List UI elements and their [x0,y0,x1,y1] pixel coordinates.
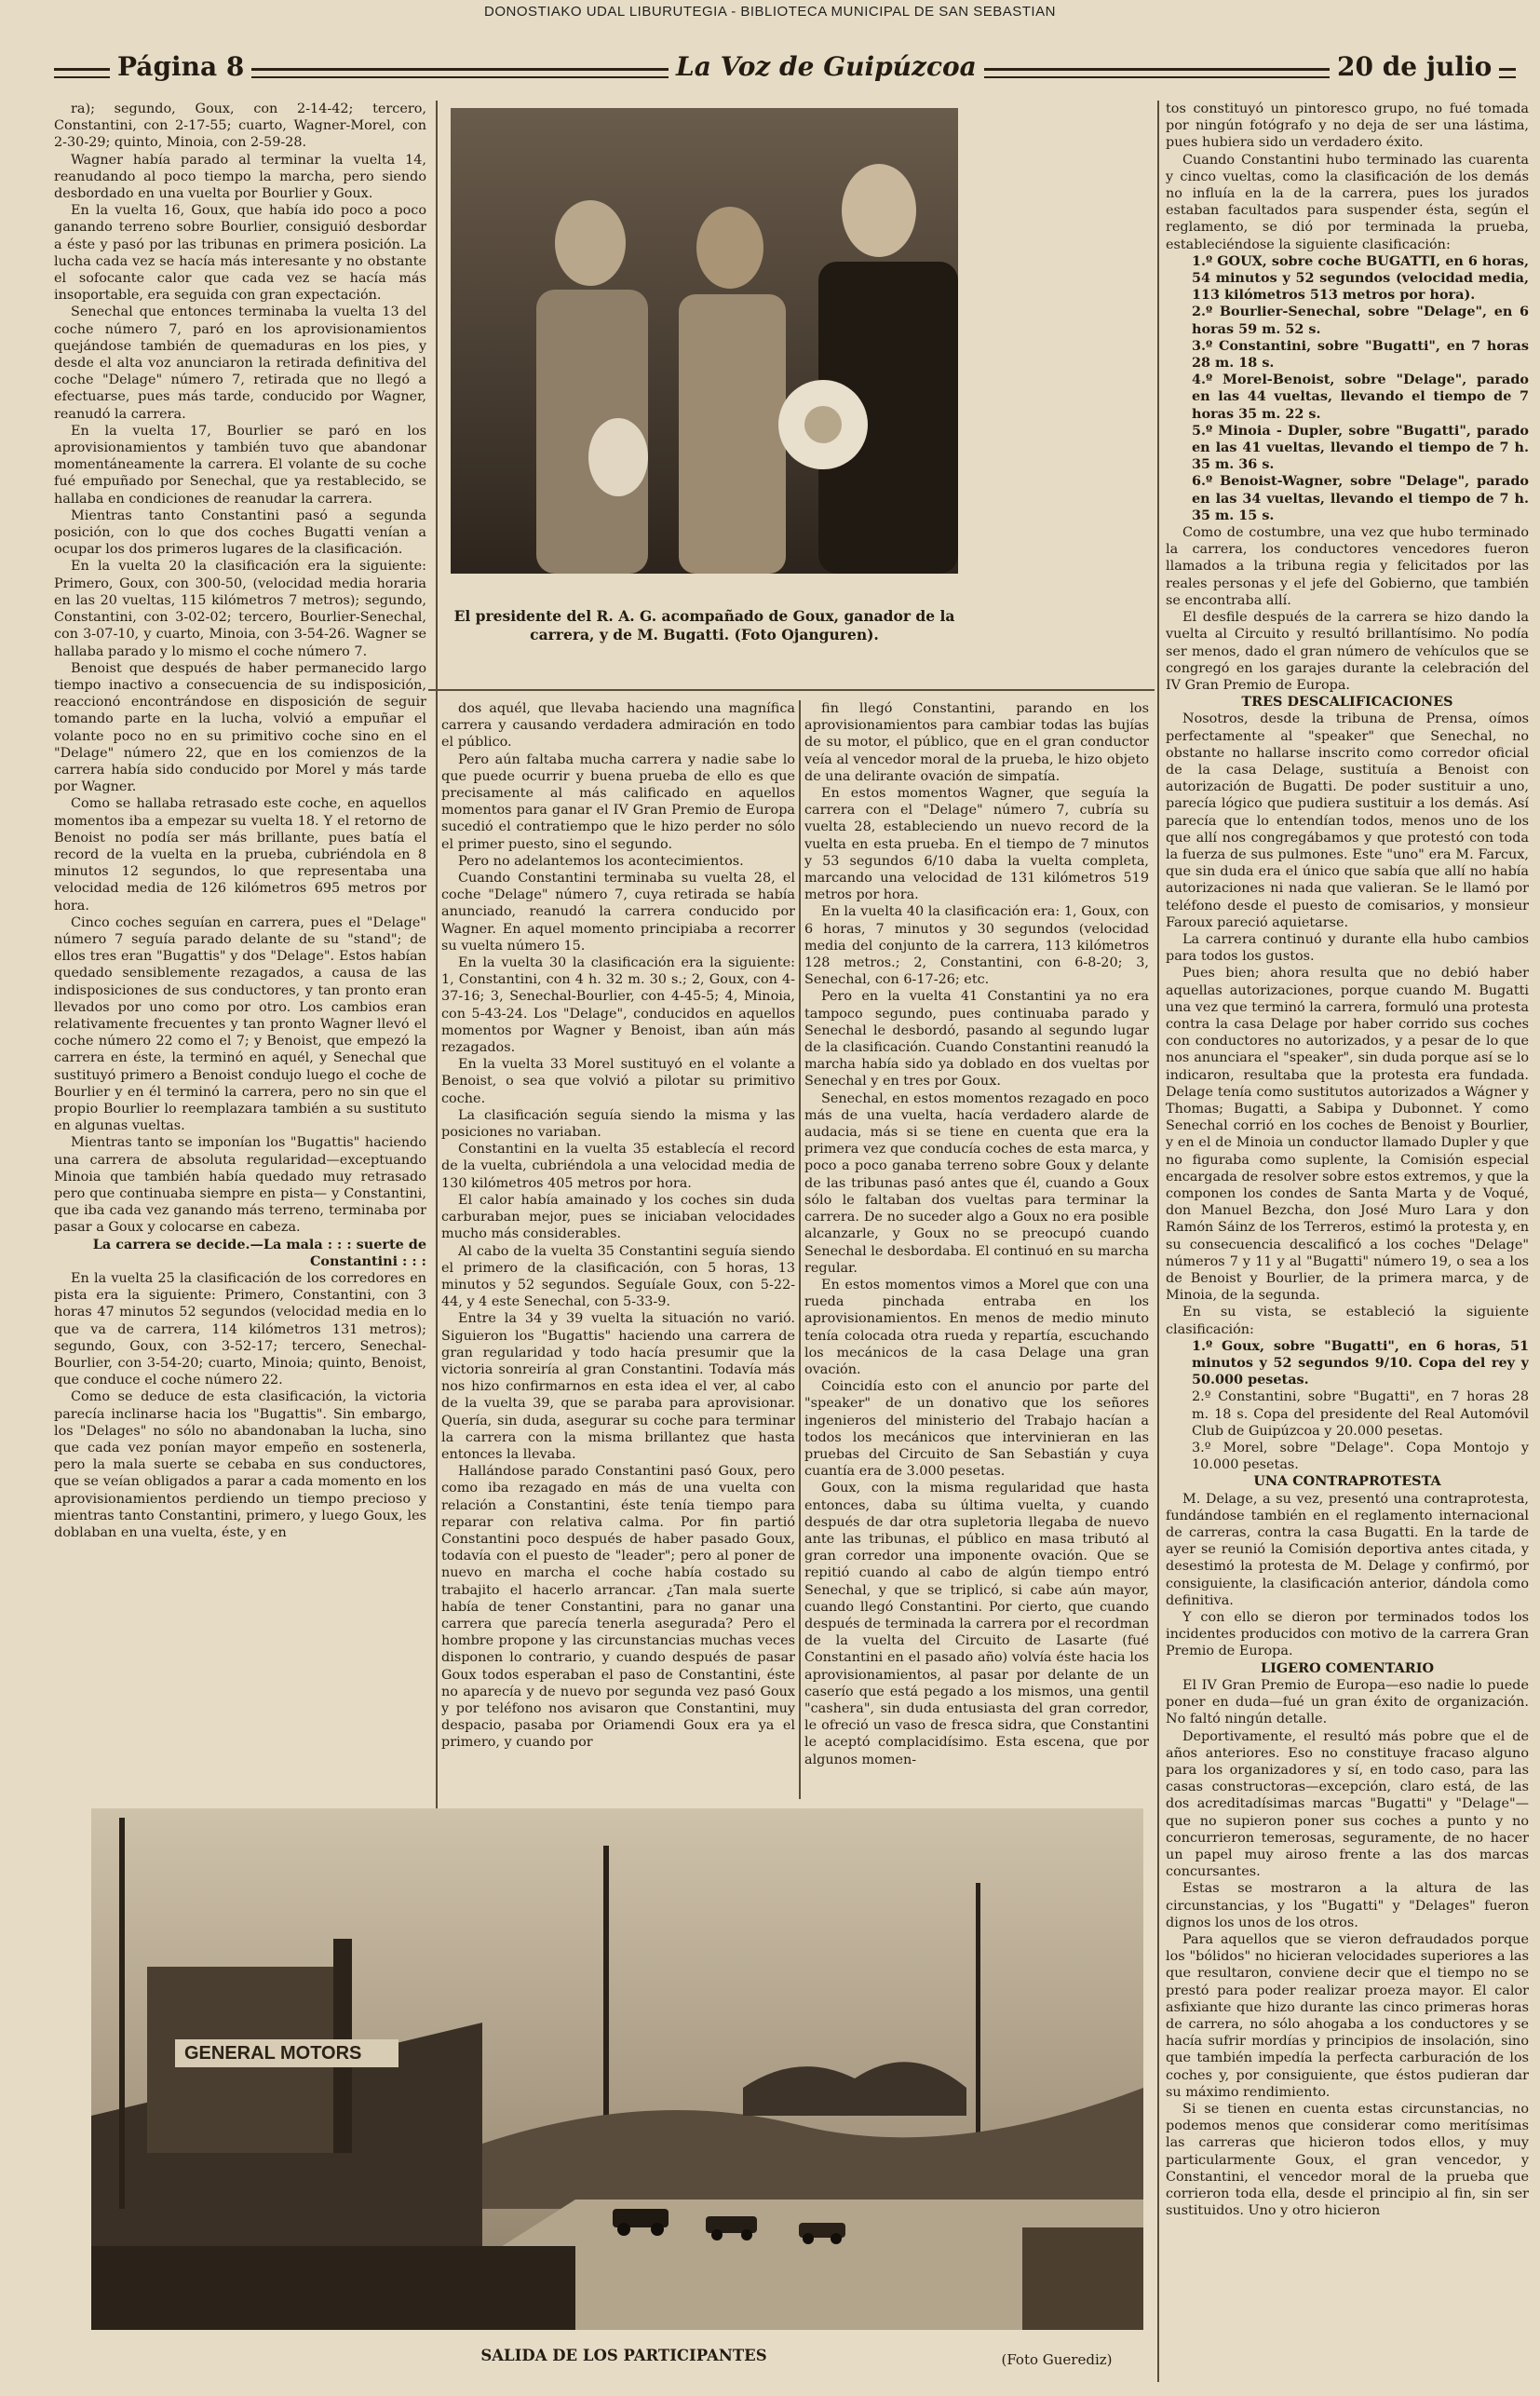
paragraph: El calor había amainado y los coches sin duda carburaban mejor, pues se iniciaban velocidades mucho más considerables. [441,1192,795,1242]
paragraph: Si se tienen en cuenta estas circunstancias, no podemos menos que considerar como meritísimas las carreras que hicieron todos ellos, y muy particularmente Goux, el gran vencedor, y Constantini, el vencedor moral de la prueba que corrieron toda ella, desde el principio al fin, sin ser sustituidos. Uno y otro hicieron [1166,2101,1529,2219]
paragraph: En la vuelta 25 la clasificación de los corredores en pista era la siguiente: Primero, Constantini, con 3 horas 47 minutos 52 segundos (velocidad media en lo que va de carrera, 114 kilómetros 131 metros); segundo, Goux, con 3-52-17; tercero, Senechal-Bourlier, con 3-54-20; cuarto, Minoia; quinto, Benoist, que conduce el coche número 22. [54,1271,426,1388]
paragraph: ra); segundo, Goux, con 2-14-42; tercero, Constantini, con 2-17-55; cuarto, Wagner-Morel, con 2-30-29; quinto, Minoia, con 2-59-28. [54,102,426,151]
photo-caption-2-title: SALIDA DE LOS PARTICIPANTES [480,2347,767,2364]
photo-caption-1: El presidente del R. A. G. acompañado de Goux, ganador de la carrera, y de M. Bugatti. (Foto Ojanguren). [453,607,955,643]
paragraph: tos constituyó un pintoresco grupo, no fué tomada por ningún fotógrafo y no deja de ser una lástima, pues hubiera sido un verdadero éxito. [1166,102,1529,151]
paragraph: La carrera continuó y durante ella hubo cambios para todos los gustos. [1166,931,1529,965]
photo-president-goux-bugatti [451,108,958,574]
race-start-photo-illustration [91,1808,1143,2330]
grandstand-sign: GENERAL MOTORS [184,2043,362,2064]
paragraph: En la vuelta 33 Morel sustituyó en el volante a Benoist, o sea que volvió a pilotar su primitivo coche. [441,1057,795,1106]
paragraph: Estas se mostraron a la altura de las circunstancias, y los "Bugatti" y "Delages" fueron dignos los unos de los otros. [1166,1881,1529,1930]
column-divider [799,700,801,1799]
paragraph: Coincidía esto con el anuncio por parte del "speaker" de un donativo que los señores ingenieros del ministerio del Trabajo hacían a todos los mecánicos que intervinieran en las pruebas del Circuito de San Sebastián y cuya cuantía era de 3.000 pesetas. [804,1379,1149,1480]
paragraph: fin llegó Constantini, parando en los aprovisionamientos para cambiar todas las bujías de su motor, el público, que en el gran conductor veía al vencedor moral de la prueba, le hizo objeto de una delirante ovación de simpatía. [804,701,1149,784]
paragraph: 1.º GOUX, sobre coche BUGATTI, en 6 horas, 54 minutos y 52 segundos (velocidad media, 113 kilómetros 513 metros por hora). [1192,252,1529,304]
paragraph: M. Delage, a su vez, presentó una contraprotesta, fundándose también en el reglamento internacional de carreras, contra la casa Bugatti. En la tarde de ayer se reunió la Comisión deportiva antes citada, y desestimó la protesta de M. Delage y confirmó, por consiguiente, la clasificación anterior, dándola como definitiva. [1166,1491,1529,1608]
paragraph: El IV Gran Premio de Europa—eso nadie lo puede poner en duda—fué un gran éxito de organización. No faltó ningún detalle. [1166,1677,1529,1727]
paragraph: 2.º Constantini, sobre "Bugatti", en 7 horas 28 m. 18 s. Copa del presidente del Real Automóvil Club de Guipúzcoa y 20.000 pesetas. [1192,1389,1529,1439]
paragraph: En la vuelta 17, Bourlier se paró en los aprovisionamientos y también tuvo que abandonar momentáneamente la carrera. El volante de su coche fué empuñado por Senechal, que ya restablecido, se hallaba en condiciones de reanudar la carrera. [54,423,426,507]
column-divider [1157,101,1159,2382]
paragraph: Cinco coches seguían en carrera, pues el "Delage" número 7 seguía parado delante de su "stand"; de ellos tres eran "Bugattis" y dos "Delage". Estos habían quedado sensiblemente rezagados, a causa de las indisposiciones de sus conductores, y tan pronto eran llevados por uno como por otro. Los cambios eran relativamente frecuentes y tan pronto Wagner llevó el coche número 22 como el 7; y Benoist, que empezó la carrera en éste, la terminó en aquél, y Senechal que sustituyó primero a Benoist condujo luego el coche de Bourlier y en él terminó la carrera, pero no sin que el propio Bourlier lo reemplazara también a su sustituto en algunas vueltas. [54,914,426,1134]
paragraph: 4.º Morel-Benoist, sobre "Delage", parado en las 44 vueltas, llevando el tiempo de 7 horas 35 m. 22 s. [1192,372,1529,422]
paragraph: Al cabo de la vuelta 35 Constantini seguía siendo el primero de la clasificación, con 5 horas, 13 minutos y 52 segundos. Seguíale Goux, con 5-22-44, y 4 este Senechal, con 5-33-9. [441,1243,795,1310]
paragraph: Pero aún faltaba mucha carrera y nadie sabe lo que puede ocurrir y buena prueba de ello es que precisamente al más calificado en aquellos momentos para ganar el IV Gran Premio de Europa sucedió el contratiempo que le hizo perder no sólo el primer puesto, sino el segundo. [441,751,795,852]
paragraph: El desfile después de la carrera se hizo dando la vuelta al Circuito y resultó brillantísimo. No podía ser menos, dado el gran número de vehículos que se congregó en los garajes durante la celebración del IV Gran Premio de Europa. [1166,610,1529,693]
paragraph: Mientras tanto se imponían los "Bugattis" haciendo una carrera de absoluta regularidad—exceptuando Minoia que también había quedado muy retrasado pero que continuaba siempre en pista— y Constantini, que iba cada vez ganando más terreno, terminaba por pasar a Goux y colocarse en cabeza. [54,1135,426,1236]
section-divider [428,689,1155,691]
paragraph: Como de costumbre, una vez que hubo terminado la carrera, los conductores vencedores fueron llamados a la tribuna regia y felicitados por las reales personas y el jefe del Gobierno, que también se encontraba allí. [1166,525,1529,608]
paragraph: 2.º Bourlier-Senechal, sobre "Delage", en 6 horas 59 m. 52 s. [1192,304,1529,337]
paragraph: 6.º Benoist-Wagner, sobre "Delage", parado en las 34 vueltas, llevando el tiempo de 7 h. 35 m. 15 s. [1192,473,1529,523]
paragraph: Mientras tanto Constantini pasó a segunda posición, con lo que dos coches Bugatti venían a ocupar los dos primeros lugares de la clasificación. [54,508,426,558]
paragraph: TRES DESCALIFICACIONES [1241,694,1453,711]
portrait-photo-illustration [451,108,958,574]
paragraph: En la vuelta 16, Goux, que había ido poco a poco ganando terreno sobre Bourlier, consiguió desbordar a éste y pasó por las tribunas en primera posición. La lucha cada vez se hacía más interesante y no obstante el sofocante calor que cada vez se hacía más insoportable, era seguida con gran expectación. [54,203,426,304]
paragraph: Deportivamente, el resultó más pobre que el de años anteriores. Eso no constituye fracaso alguno para los organizadores y sí, en todo caso, para las casas constructoras—excepción, claro está, de las dos acreditadísimas marcas "Bugatti" y "Delage"—que no supieron poner sus coches a punto y no concurrieron temerosas, seguramente, de no hacer un papel muy airoso frente a las dos marcas concursantes. [1166,1728,1529,1880]
paragraph: Cuando Constantini terminaba su vuelta 28, el coche "Delage" número 7, cuya retirada se había anunciado, reanudó la carrera conducido por Wagner. En aquel momento principiaba a recorrer su vuelta número 15. [441,871,795,954]
paragraph: Como se hallaba retrasado este coche, en aquellos momentos iba a empezar su vuelta 18. Y el retorno de Benoist no podía ser más brillante, pues batía el record de la vuelta en la prueba, cubriéndola en 8 minutos 12 segundos, lo que representaba una velocidad media de 126 kilómetros 695 metros por hora. [54,796,426,914]
paragraph: Benoist que después de haber permanecido largo tiempo inactivo a consecuencia de su indisposición, reaccionó encontrándose en disposición de seguir tomando parte en la lucha, volvió a empuñar el volante poco no en su primitivo coche sino en el "Delage" número 22, que en los comienzos de la carrera había sido conducido por Morel y más tarde por Wagner. [54,660,426,795]
paragraph: En la vuelta 20 la clasificación era la siguiente: Primero, Goux, con 300-50, (velocidad media horaria en las 20 vueltas, 115 kilómetros 7 metros); segundo, Constantini, con 3-02-02; tercero, Bourlier-Senechal, con 3-07-10, y cuarto, Minoia, con 3-54-26. Wagner se hallaba parado y lo mismo el coche número 7. [54,559,426,659]
paragraph: Senechal que entonces terminaba la vuelta 13 del coche número 7, paró en los aprovisionamientos quejándose también de quemaduras en los pies, y desde el alta voz anunciaron la retirada definitiva del coche "Delage" número 7, retirada que no llegó a efectuarse, pues más tarde, conducido por Wagner, reanudó la carrera. [54,305,426,422]
column-divider [436,101,438,1912]
paragraph: UNA CONTRAPROTESTA [1253,1473,1441,1490]
paragraph: Entre la 34 y 39 vuelta la situación no varió. Siguieron los "Bugattis" haciendo una carrera de gran regularidad y todo hacía presumir que la victoria sonreiría al gran Constantini. Todavía más nos hizo confirmarnos en esta idea el ver, al cabo de la vuelta 39, que se paraba para aprovisionar. Quería, sin duda, asegurar su coche para terminar la carrera con la misma brillantez que hasta entonces la llevaba. [441,1311,795,1462]
paragraph: LIGERO COMENTARIO [1261,1659,1434,1676]
paragraph: La carrera se decide.—La mala : : : suerte de Constantini : : : [92,1236,426,1269]
paragraph: Goux, con la misma regularidad que hasta entonces, daba su última vuelta, y cuando después de dar otra supletoria llegaba de nuevo ante las tribunas, el público en masa tributó al gran corredor una imponente ovación. Que se repitió cuando al cabo de algún tiempo entró Senechal, y que se triplicó, si cabe aún mayor, cuando llegó Constantini. Por cierto, que cuando después de terminada la carrera por el recordman de la vuelta del Circuito de Lasarte (fué Constantini en el pasado año) volvía éste hacia los aprovisionamientos, al pasar por delante de un caserío que está pegado a los mismos, una gentil "cashera", sin duda entusiasta del gran corredor, le ofreció un vaso de fresca sidra, que Constantini le aceptó complacidísimo. Esta escena, que por algunos momen- [804,1481,1149,1767]
paragraph: 3.º Constantini, sobre "Bugatti", en 7 horas 28 m. 18 s. [1192,337,1529,372]
paragraph: Hallándose parado Constantini pasó Goux, pero como iba rezagado en más de una vuelta con relación a Constantini, éste tenía tiempo para reparar con relativa calma. Por fin partió Constantini poco después de haber pasado Goux, todavía con el puesto de "leader"; pero al poner de nuevo en marcha el coche había costado su trabajito el hacerlo arrancar. ¿Tan mala suerte había de tener Constantini, para no ganar una carrera que parecía tenerla asegurada? Pero el hombre propone y las circunstancias muchas veces disponen lo contrario, y cuando después de pasar Goux todos esperaban el paso de Constantini, éste no aparecía y de nuevo por segunda vez pasó Goux y por teléfono nos avisaron que Constantini, muy despacio, pasaba por Oriamendi Goux era ya el primero, y cuando por [441,1464,795,1751]
paragraph: En la vuelta 40 la clasificación era: 1, Goux, con 6 horas, 7 minutos y 30 segundos (velocidad media del conjunto de la carrera, 113 kilómetros 128 metros.; 2, Constantini, con 6-8-20; 3, Senechal, con 6-17-26; etc. [804,904,1149,988]
article-column-2 [441,700,795,1799]
paragraph: En estos momentos Wagner, que seguía la carrera con el "Delage" número 7, cubría su vuelta 28, estableciendo un nuevo record de la vuelta en esta prueba. En el tiempo de 7 minutos y 53 segundos 6/10 daba la vuelta completa, marcando una velocidad de 131 kilómetros 519 metros por hora. [804,786,1149,903]
newspaper-title: La Voz de Guipúzcoa [669,51,984,82]
article-column-3 [804,700,1149,1799]
article-column-1 [54,101,426,1909]
article-column-4 [1166,101,1529,2387]
paragraph: En su vista, se estableció la siguiente clasificación: [1166,1305,1529,1337]
paragraph: dos aquél, que llevaba haciendo una magnífica carrera y causando verdadera admiración en todo el público. [441,701,795,751]
photo-caption-2-credit: (Foto Guerediz) [1001,2351,1113,2368]
paragraph: Pues bien; ahora resulta que no debió haber aquellas autorizaciones, porque cuando M. Bugatti una vez que terminó la carrera, formuló una protesta contra la casa Delage por haber corrido sus coches con conductores no autorizados, y a pesar de lo que nos anunciara el "speaker", sin duda porque así se lo indicaron, resultaba que la protesta era fundada. Delage tenía como sustitutos autorizados a Wágner y Thomas; Bugatti, a Sabipa y Dubonnet. Y como Senechal corrió en los coches de Benoist y Bourlier, y en el de Minoia un conductor llamado Dupler y que no figuraba como suplente, la Comisión especial encargada de resolver sobre estos extremos, y que la componen los condes de Santa Marta y de Voqué, don Manuel Bezcha, don José Muro Lara y don Ramón Sáinz de los Terreros, estimó la protesta y, en su consecuencia descalificó a los coches "Delage" números 7 y 11 y al "Bugatti" número 19, o sea a los de Benoist y Bourlier, de la primera marca, y de Minoia, de la segunda. [1166,966,1529,1304]
paragraph: 5.º Minoia - Dupler, sobre "Bugatti", parado en las 41 vueltas, llevando el tiempo de 7 h. 35 m. 36 s. [1192,422,1529,473]
photo-race-start [91,1808,1143,2330]
paragraph: Nosotros, desde la tribuna de Prensa, oímos perfectamente al "speaker" que Senechal, no obstante no hallarse inscrito como corredor oficial de la casa Delage, sustituía a Benoist con autorización de Bugatti. De poder sustituir a uno, parecía lógico que pudiera sustituir a los demás. Así parecía que lo entendían todos, menos uno de los que allí nos congregábamos y que protestó con toda la fuerza de sus pulmones. Este "uno" era M. Farcux, que sin duda era el único que sabía que allí no había autorizaciones ni nada que valieran. Se le llamó por teléfono desde el puesto de comisarios, y monsieur Faroux pareció aquietarse. [1166,711,1529,930]
paragraph: Para aquellos que se vieron defraudados porque los "bólidos" no hicieran velocidades superiores a las que resultaron, conviene decir que el tiempo no se prestó para poder realizar proeza mayor. El calor asfixiante que hizo durante las cinco primeras horas de carrera, no sólo ahogaba a los conductores y se hacía sufrir mordías y principios de insolación, sino que también impedía la perfecta carburación de los coches y, por consiguiente, que éstos pudieran dar su máximo rendimiento. [1166,1931,1529,2100]
paragraph: En la vuelta 30 la clasificación era la siguiente: 1, Constantini, con 4 h. 32 m. 30 s.; 2, Goux, con 4-37-16; 3, Senechal-Bourlier, con 4-45-5; 4, Minoia, con 5-43-24. Los "Delage", conducidos en aquellos momentos por Wagner y Benoist, iban aún más rezagados. [441,955,795,1056]
paragraph: Wagner había parado al terminar la vuelta 14, reanudando al poco tiempo la marcha, pero siendo desbordado en una vuelta por Bourlier y Goux. [54,152,426,202]
paragraph: Senechal, en estos momentos rezagado en poco más de una vuelta, hacía verdadero alarde de audacia, más si se tiene en cuenta que era la primera vez que conducía coches de esta marca, y poco a poco ganaba terreno sobre Goux y delante de las tribunas pasó antes que él, cuando a Goux sólo le faltaban dos vueltas para terminar la carrera. De no suceder algo a Goux no era posible alcanzarle, y Goux no se preocupó cuando Senechal le desbordaba. El continuó en su marcha regular. [804,1090,1149,1276]
paragraph: Y con ello se dieron por terminados todos los incidentes producidos con motivo de la carrera Gran Premio de Europa. [1166,1610,1529,1659]
paragraph: La clasificación seguía siendo la misma y las posiciones no variaban. [441,1107,795,1141]
archive-header: DONOSTIAKO UDAL LIBURUTEGIA - BIBLIOTECA MUNICIPAL DE SAN SEBASTIAN [484,4,1056,20]
masthead [54,51,1516,88]
paragraph: Pero no adelantemos los acontecimientos. [458,853,744,869]
paragraph: Pero en la vuelta 41 Constantini ya no era tampoco segundo, pues continuaba parado y Senechal le desbordó, pasando al segundo lugar de la clasificación. Cuando Constantini reanudó la marcha había sido ya doblado en dos vueltas por Senechal y en tres por Goux. [804,989,1149,1090]
paragraph: En estos momentos vimos a Morel que con una rueda pinchada entraba en los aprovisionamientos. En menos de medio minuto tenía colocada otra rueda y repartía, escuchando los mecánicos de la casa Delage una gran ovación. [804,1277,1149,1377]
paragraph: 3.º Morel, sobre "Delage". Copa Montojo y 10.000 pesetas. [1192,1441,1529,1473]
paragraph: Cuando Constantini hubo terminado las cuarenta y cinco vueltas, como la clasificación de los demás no influía en la de la carrera, pues los jurados estaban facultados para suspender ésta, según el reglamento, se dió por terminada la prueba, estableciéndose la siguiente clasificación: [1166,152,1529,252]
paragraph: Constantini en la vuelta 35 establecía el record de la vuelta, cubriéndola a una velocidad media de 130 kilómetros 405 metros por hora. [441,1142,795,1191]
paragraph: 1.º Goux, sobre "Bugatti", en 6 horas, 51 minutos y 52 segundos 9/10. Copa del rey y 50.000 pesetas. [1192,1337,1529,1388]
page-number: Página 8 [110,51,251,82]
issue-date: 20 de julio [1330,51,1499,82]
paragraph: Como se deduce de esta clasificación, la victoria parecía inclinarse hacia los "Bugattis". Sin embargo, los "Delages" no sólo no abandonaban la lucha, sino que cada vez ponían mayor empeño en sostenerla, pero la mala suerte se cebaba en sus conductores, que se veían obligados a parar a cada momento en los aprovisionamientos perdiendo un tiempo precioso y mientras tanto Constantini, primero, y luego Goux, les doblaban en una vuelta, éste, y en [54,1389,426,1541]
